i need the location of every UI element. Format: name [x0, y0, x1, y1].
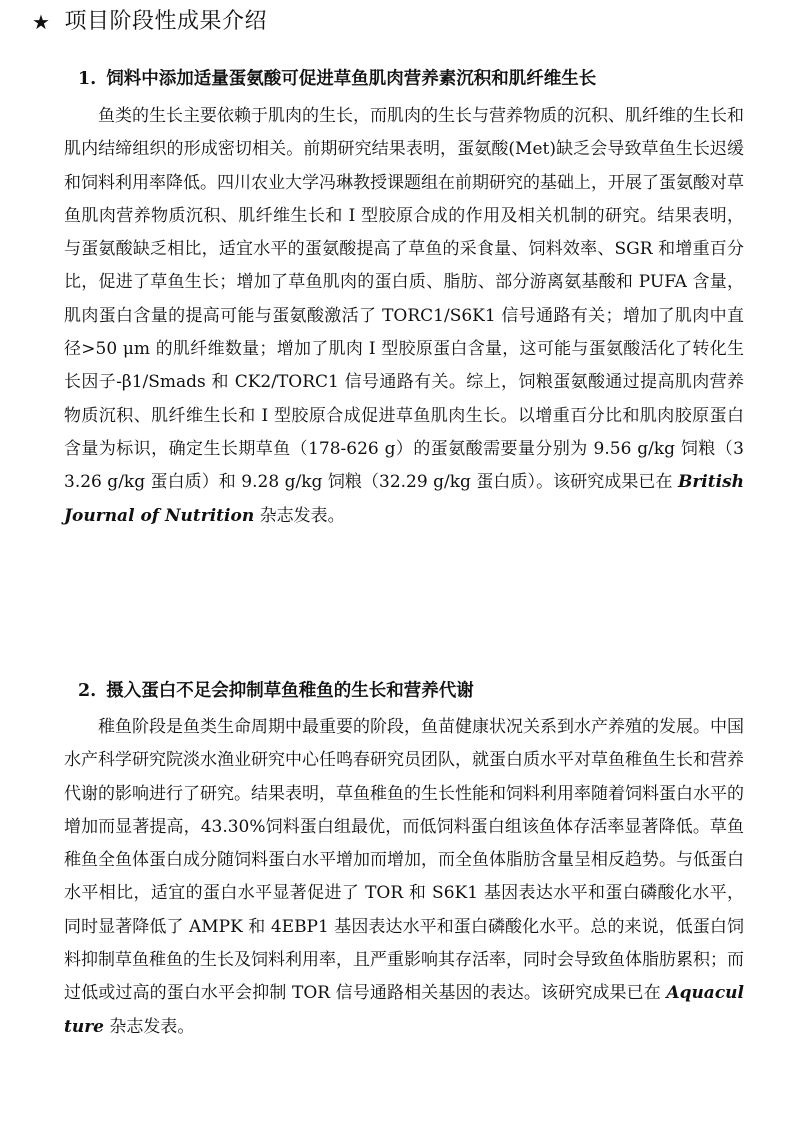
page-title-text: 项目阶段性成果介绍	[64, 9, 267, 34]
section-2-title: 摄入蛋白不足会抑制草鱼稚鱼的生长和营养代谢	[106, 681, 474, 701]
section-2-heading	[64, 679, 744, 703]
section-1-journal-name: British Journal of Nutrition	[64, 472, 744, 526]
page-title	[32, 7, 267, 37]
section-2-body-text: 稚鱼阶段是鱼类生命周期中最重要的阶段，鱼苗健康状况关系到水产养殖的发展。中国水产科学研究院淡水渔业研究中心任鸣春研究员团队，就蛋白质水平对草鱼稚鱼生长和营养代谢的影响进行了研究。结果表明，草鱼稚鱼的生长性能和饲料利用率随着饲料蛋白水平的增加而显著提高，43.30%饲料蛋白组最优，而低饲料蛋白组该鱼体存活率显著降低。草鱼稚鱼全鱼体蛋白成分随饲料蛋白水平增加而增加，而全鱼体脂肪含量呈相反趋势。与低蛋白水平相比，适宜的蛋白水平显著促进了 TOR 和 S6K1 基因表达水平和蛋白磷酸化水平，同时显著降低了 AMPK 和 4EBP1 基因表达水平和蛋白磷酸化水平。总的来说，低蛋白饲料抑制草鱼稚鱼的生长及饲料利用率，且严重影响其存活率，同时会导致鱼体脂肪累积；而过低或过高的蛋白水平会抑制 TOR 信号通路相关基因的表达。该研究成果已在	[64, 717, 744, 1004]
section-1-body	[64, 100, 744, 533]
section-1-number: 1.	[78, 69, 97, 89]
section-2-body-end: 杂志发表。	[104, 1016, 195, 1037]
section-1-title: 饲料中添加适量蛋氨酸可促进草鱼肌肉营养素沉积和肌纤维生长	[106, 69, 597, 89]
section-1-body-text: 鱼类的生长主要依赖于肌肉的生长，而肌肉的生长与营养物质的沉积、肌纤维的生长和肌内结缔组织的形成密切相关。前期研究结果表明，蛋氨酸(Met)缺乏会导致草鱼生长迟缓和饲料利用率降低。四川农业大学冯琳教授课题组在前期研究的基础上，开展了蛋氨酸对草鱼肌肉营养物质沉积、肌纤维生长和 I 型胶原合成的作用及相关机制的研究。结果表明，与蛋氨酸缺乏相比，适宜水平的蛋氨酸提高了草鱼的采食量、饲料效率、SGR 和增重百分比，促进了草鱼生长；增加了草鱼肌肉的蛋白质、脂肪、部分游离氨基酸和 PUFA 含量，肌肉蛋白含量的提高可能与蛋氨酸激活了 TORC1/S6K1 信号通路有关；增加了肌肉中直径>50 μm 的肌纤维数量；增加了肌肉 I 型胶原蛋白含量，这可能与蛋氨酸活化了转化生长因子-β1/Smads 和 CK2/TORC1 信号通路有关。综上，饲粮蛋氨酸通过提高肌肉营养物质沉积、肌纤维生长和 I 型胶原合成促进草鱼肌肉生长。以增重百分比和肌肉胶原蛋白含量为标识，确定生长期草鱼（178-626 g）的蛋氨酸需要量分别为 9.56 g/kg 饲粮（33.26 g/kg 蛋白质）和 9.28 g/kg 饲粮（32.29 g/kg 蛋白质）。该研究成果已在	[64, 106, 744, 493]
star-icon: ★	[32, 10, 51, 34]
section-2-number: 2.	[78, 681, 97, 701]
section-2-journal-name: Aquaculture	[64, 983, 744, 1037]
section-2-body	[64, 711, 744, 1044]
section-1-body-end: 杂志发表。	[254, 505, 345, 526]
section-2	[64, 679, 744, 1044]
section-1-heading	[64, 67, 744, 91]
section-1	[64, 67, 744, 533]
